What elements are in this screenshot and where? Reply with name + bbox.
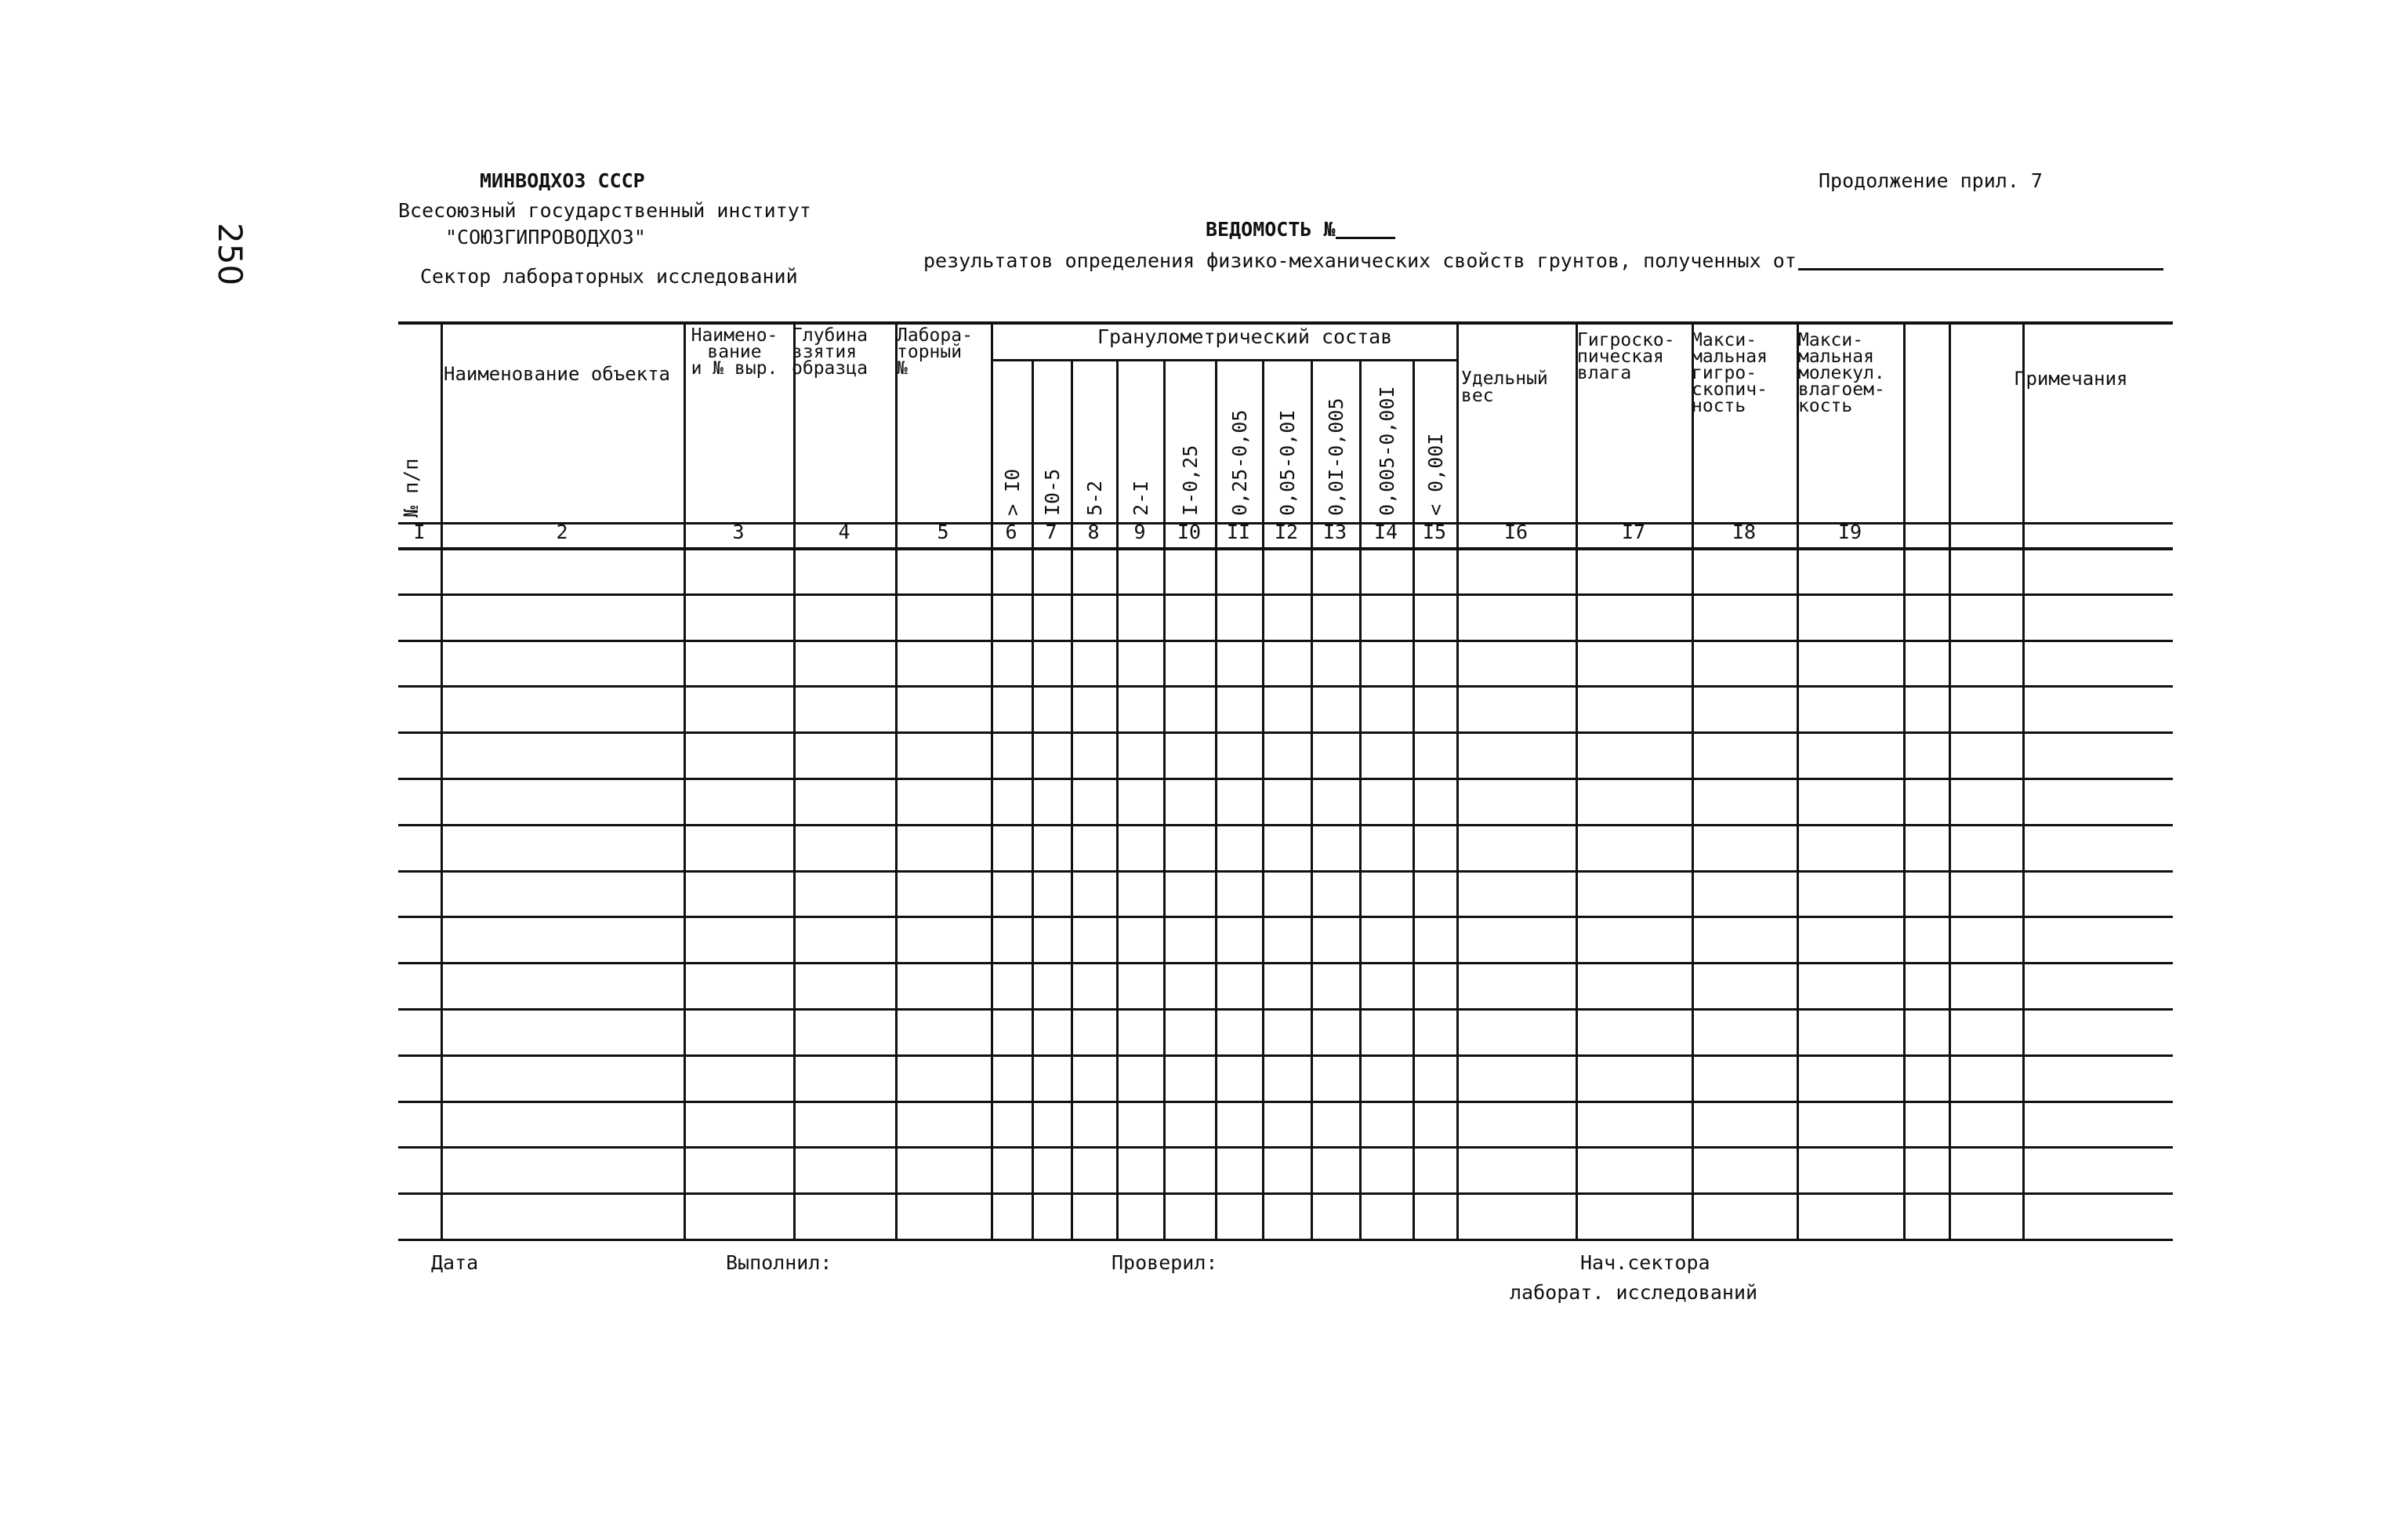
footer-checked: Проверил: bbox=[1112, 1251, 1218, 1274]
institute-short-name: "СОЮЗГИПРОВОДХОЗ" bbox=[445, 226, 646, 249]
header-lab-number: Лабора- торный № bbox=[897, 325, 973, 379]
column-number-bottom-border bbox=[398, 547, 2173, 550]
table-bottom-border bbox=[398, 1239, 2173, 1241]
fraction-header: 2-I bbox=[1130, 480, 1152, 516]
column-divider bbox=[1311, 359, 1313, 1239]
table-top-border bbox=[398, 321, 2173, 325]
column-number: 8 bbox=[1087, 521, 1100, 543]
fraction-header: 0,0I-0,005 bbox=[1325, 397, 1347, 516]
header-excavation: Наимено- вание и № выр. bbox=[691, 325, 778, 379]
column-number: I bbox=[413, 521, 426, 543]
column-number: I6 bbox=[1503, 521, 1529, 543]
column-number: I2 bbox=[1274, 521, 1299, 543]
header-max-molecular-capacity: Макси- мальная молекул. влагоем- кость bbox=[1798, 330, 1885, 416]
header-granulometric: Гранулометрический состав bbox=[1097, 325, 1393, 348]
header-specific-weight: Удельный вес bbox=[1461, 368, 1548, 406]
fraction-header: 0,25-0,05 bbox=[1228, 409, 1251, 516]
document-subtitle bbox=[923, 249, 2163, 270]
column-divider bbox=[1262, 359, 1264, 1239]
page-number: 250 bbox=[211, 223, 249, 286]
table-row[interactable] bbox=[398, 916, 2173, 918]
table-row[interactable] bbox=[398, 778, 2173, 780]
sector-name: Сектор лабораторных исследований bbox=[420, 265, 798, 288]
document-title bbox=[1206, 220, 1395, 239]
sheet-number-blank[interactable] bbox=[1336, 221, 1395, 239]
document-subtitle-text: результатов определения физико-механических свойств грунтов, полученных от bbox=[923, 249, 1797, 272]
column-number: I9 bbox=[1837, 521, 1862, 543]
table-row[interactable] bbox=[398, 1008, 2173, 1011]
column-number: 9 bbox=[1133, 521, 1146, 543]
fraction-header: I-0,25 bbox=[1179, 445, 1202, 516]
table-row[interactable] bbox=[398, 731, 2173, 734]
granulometric-divider bbox=[991, 359, 1456, 361]
header-depth: Глубина взятия образца bbox=[792, 325, 868, 379]
ministry-name: МИНВОДХОЗ СССР bbox=[480, 169, 645, 192]
fraction-header: 5-2 bbox=[1083, 480, 1106, 516]
column-number: 7 bbox=[1045, 521, 1057, 543]
column-number: 5 bbox=[937, 521, 949, 543]
column-number: I7 bbox=[1621, 521, 1646, 543]
fraction-header: > I0 bbox=[1001, 468, 1024, 516]
table-row[interactable] bbox=[398, 824, 2173, 826]
footer-date: Дата bbox=[431, 1251, 479, 1274]
fraction-header: < 0,00I bbox=[1424, 433, 1447, 516]
column-number: II bbox=[1226, 521, 1251, 543]
column-number: I5 bbox=[1422, 521, 1447, 543]
fraction-header: 0,05-0,0I bbox=[1276, 409, 1299, 516]
column-divider bbox=[1032, 359, 1034, 1239]
institute-name: Всесоюзный государственный институт bbox=[398, 199, 811, 222]
column-divider bbox=[1359, 359, 1362, 1239]
continuation-note: Продолжение прил. 7 bbox=[1819, 169, 2043, 192]
column-number: I3 bbox=[1322, 521, 1347, 543]
table-row[interactable] bbox=[398, 870, 2173, 873]
footer-head-line1: Нач.сектора bbox=[1580, 1251, 1710, 1274]
header-max-hygroscopicity: Макси- мальная гигро- скопич- ность bbox=[1692, 330, 1768, 416]
table-row[interactable] bbox=[398, 1054, 2173, 1057]
header-hygroscopic-moisture: Гигроско- пическая влага bbox=[1577, 330, 1675, 383]
table-row[interactable] bbox=[398, 593, 2173, 596]
fraction-header: 0,005-0,00I bbox=[1376, 386, 1398, 516]
header-notes: Примечания bbox=[2015, 368, 2128, 390]
column-number: I4 bbox=[1373, 521, 1398, 543]
table-row[interactable] bbox=[398, 962, 2173, 964]
header-object-name: Наименование объекта bbox=[444, 363, 670, 385]
table-row[interactable] bbox=[398, 640, 2173, 642]
table-row[interactable] bbox=[398, 1101, 2173, 1103]
column-divider bbox=[1413, 359, 1415, 1239]
column-divider bbox=[1116, 359, 1119, 1239]
source-blank[interactable] bbox=[1798, 249, 2163, 270]
column-number: I8 bbox=[1732, 521, 1757, 543]
column-divider bbox=[1163, 359, 1166, 1239]
column-number: 6 bbox=[1005, 521, 1017, 543]
table-row[interactable] bbox=[398, 1146, 2173, 1149]
footer-performed: Выполнил: bbox=[726, 1251, 832, 1274]
column-divider bbox=[1071, 359, 1073, 1239]
fraction-header: I0-5 bbox=[1041, 468, 1064, 516]
column-number: I0 bbox=[1177, 521, 1202, 543]
column-number: 2 bbox=[556, 521, 568, 543]
column-divider bbox=[1215, 359, 1217, 1239]
document-title-text: ВЕДОМОСТЬ № bbox=[1206, 218, 1336, 241]
table-row[interactable] bbox=[398, 685, 2173, 688]
column-number: 4 bbox=[838, 521, 850, 543]
column-number: 3 bbox=[732, 521, 745, 543]
header-row-number: № п/п bbox=[400, 458, 422, 517]
footer-head-line2: лаборат. исследований bbox=[1510, 1281, 1758, 1304]
table-row[interactable] bbox=[398, 1192, 2173, 1195]
